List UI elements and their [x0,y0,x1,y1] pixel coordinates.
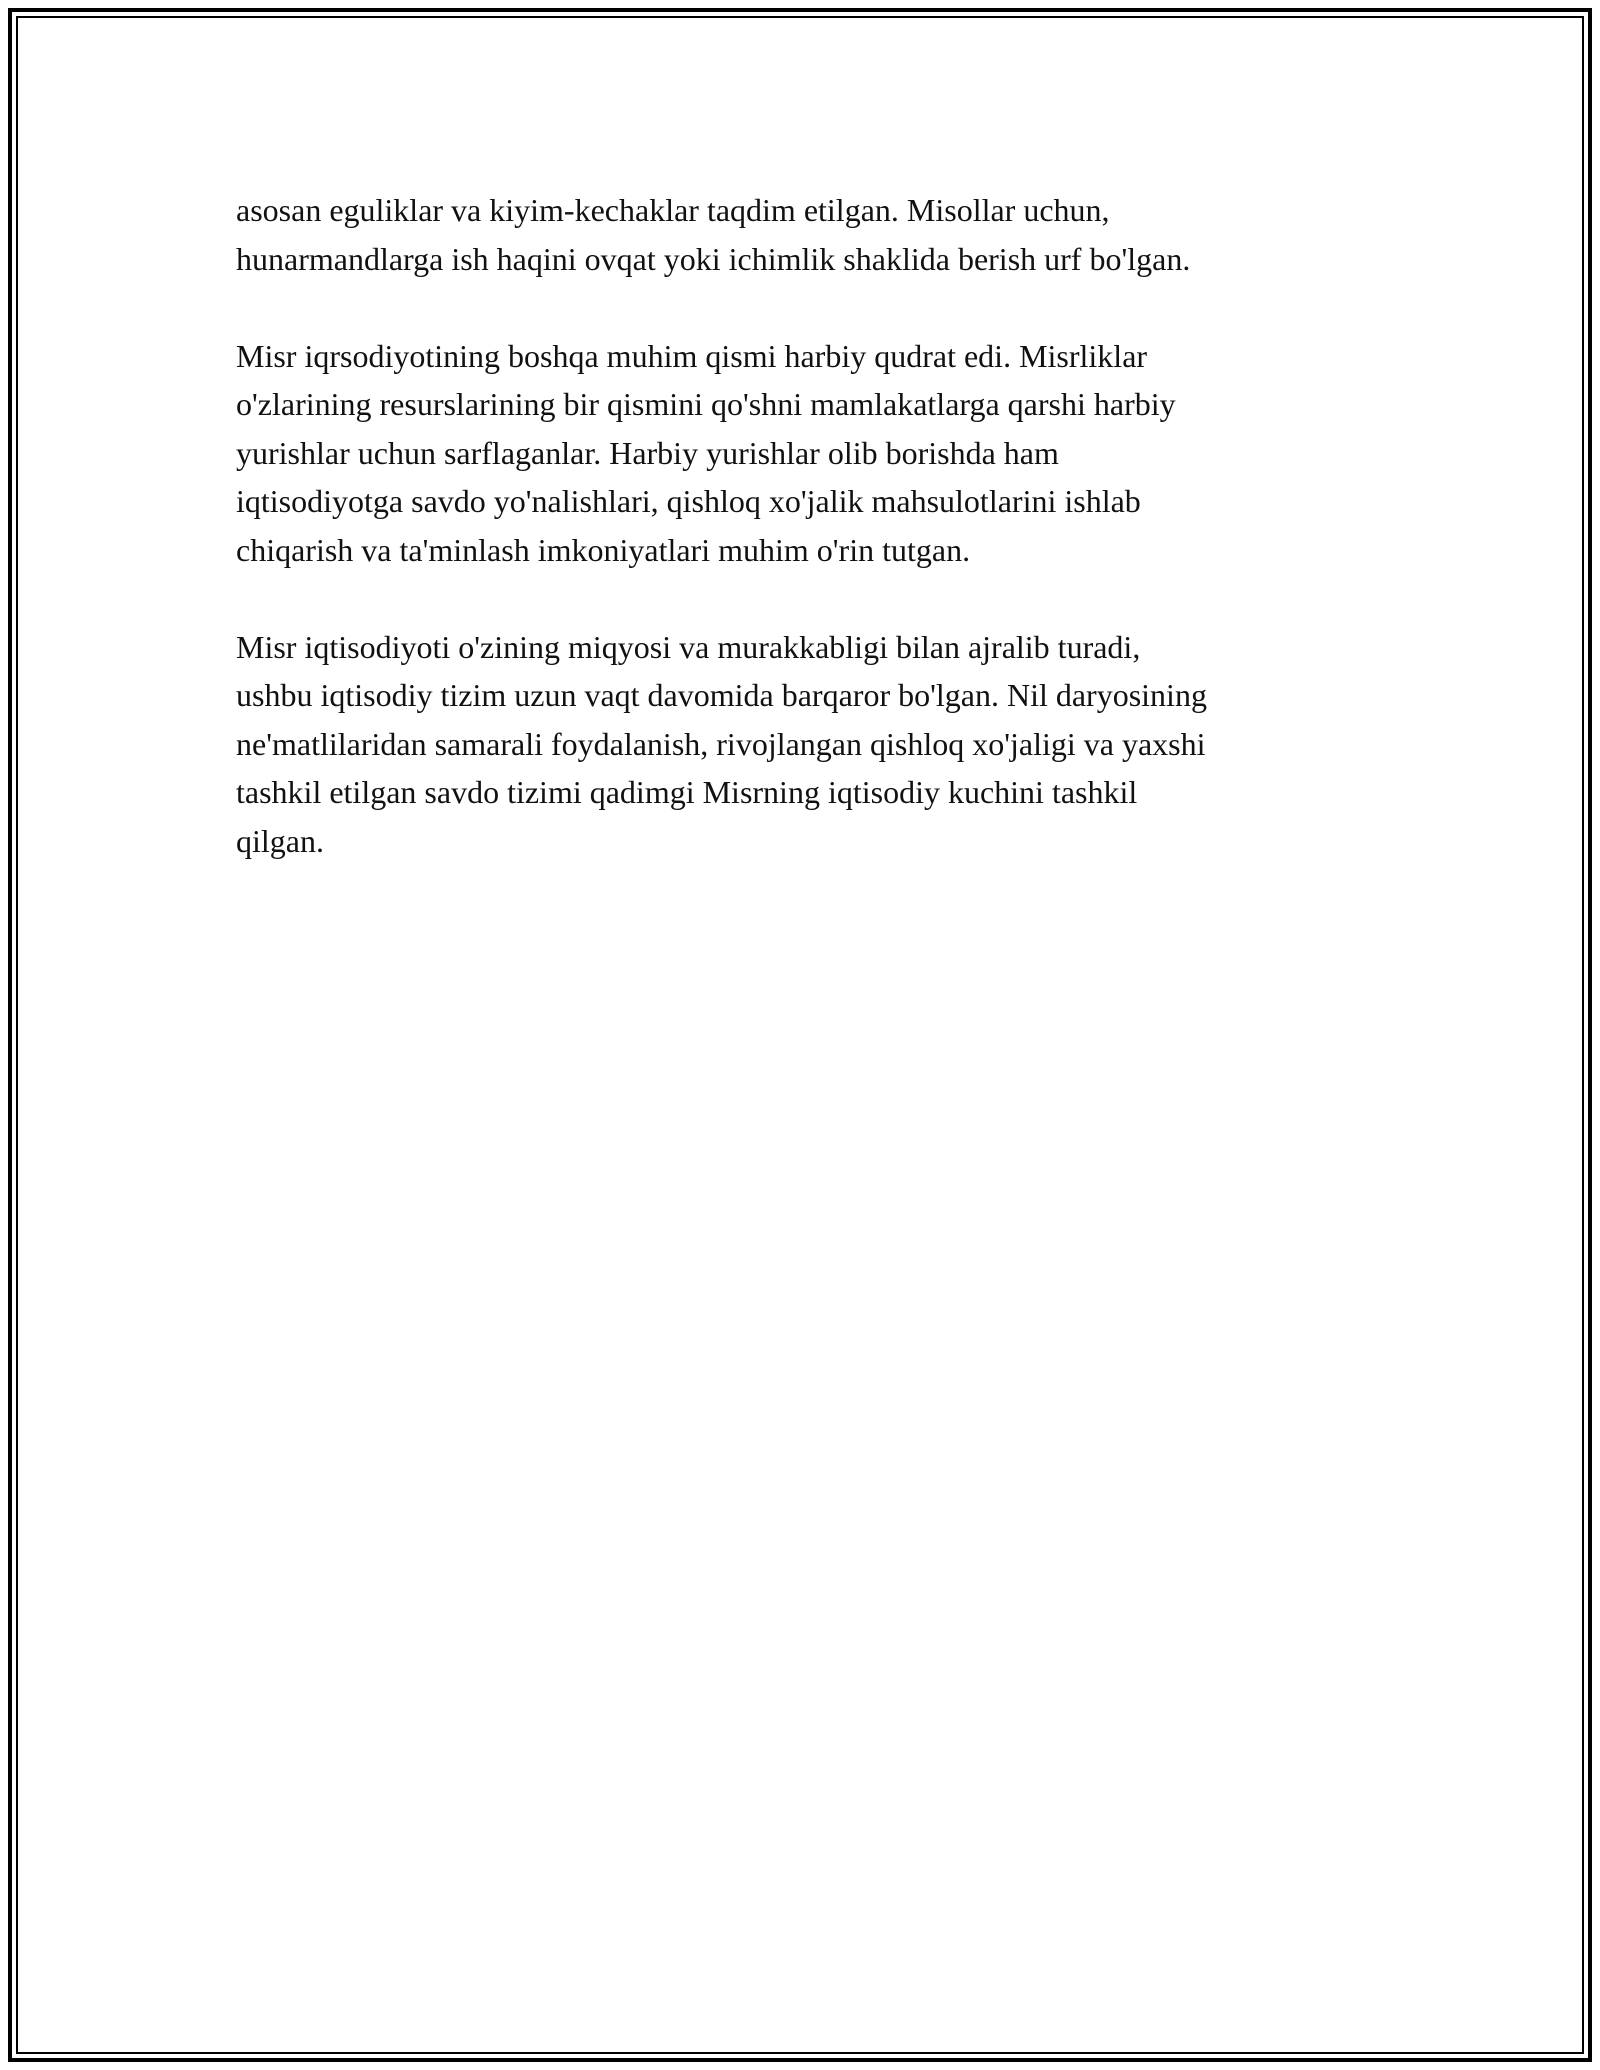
text-line: qilgan. [236,822,324,859]
document-body [236,186,1364,914]
text-line: iqtisodiyotga savdo yo'nalishlari, qishloq xo'jalik mahsulotlarini ishlab [236,483,1141,519]
text-line: ushbu iqtisodiy tizim uzun vaqt davomida barqaror bo'lgan. Nil daryosining [236,677,1207,713]
text-line: asosan eguliklar va kiyim-kechaklar taqdim etilgan. Misollar uchun, [236,192,1110,228]
paragraph-1 [236,186,1364,283]
text-line: Misr iqtisodiyoti o'zining miqyosi va murakkabligi bilan ajralib turadi, [236,628,1141,665]
paragraph-3 [236,623,1364,866]
text-line: ne'matlilaridan samarali foydalanish, rivojlangan qishloq xo'jaligi va yaxshi [236,725,1206,762]
text-line: tashkil etilgan savdo tizimi qadimgi Misrning iqtisodiy kuchini tashkil [236,774,1138,810]
text-line: Misr iqrsodiyotining boshqa muhim qismi harbiy qudrat edi. Misrliklar [236,337,1148,374]
text-line: hunarmandlarga ish haqini ovqat yoki ichimlik shaklida berish urf bo'lgan. [236,240,1191,277]
text-line: chiqarish va ta'minlash imkoniyatlari muhim o'rin tutgan. [236,531,971,568]
text-line: o'zlarining resurslarining bir qismini qo'shni mamlakatlarga qarshi harbiy [236,386,1176,422]
text-line: yurishlar uchun sarflaganlar. Harbiy yurishlar olib borishda ham [236,434,1059,471]
paragraph-2 [236,332,1364,575]
